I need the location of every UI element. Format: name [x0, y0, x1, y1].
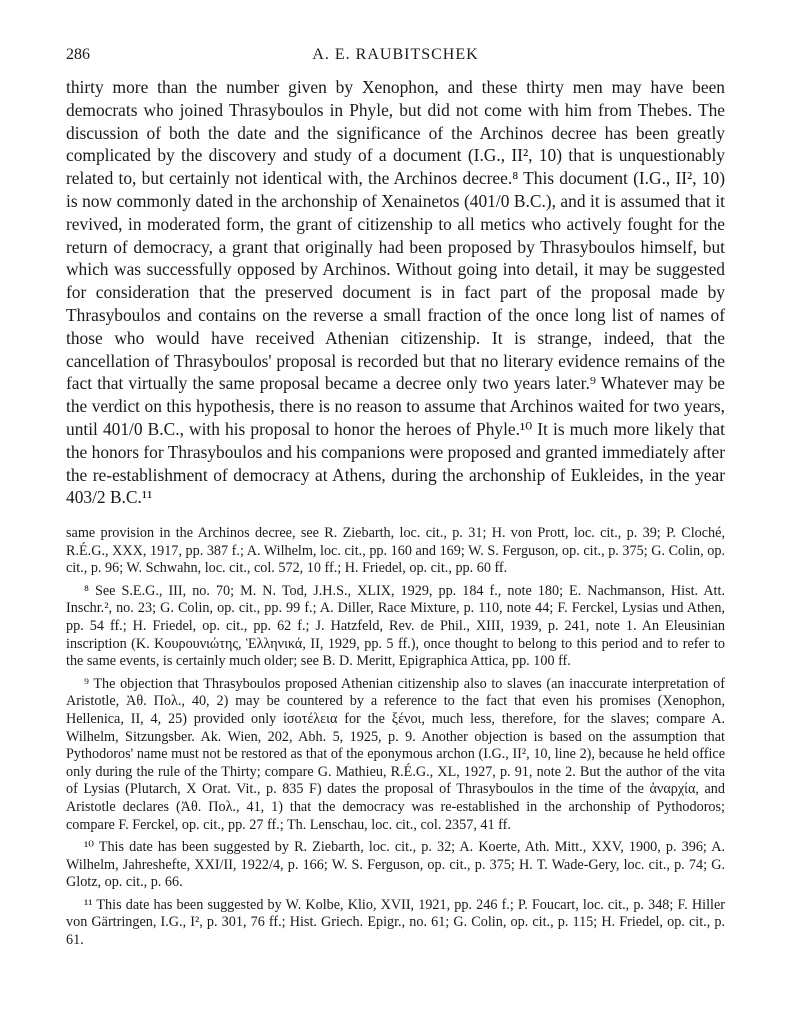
main-text	[66, 76, 725, 509]
page-header	[66, 46, 725, 70]
footnote-continuation: same provision in the Archinos decree, see R. Ziebarth, loc. cit., p. 31; H. von Prott, loc. cit., p. 39; P. Cloché, R.É.G., XXX, 1917, pp. 387 f.; A. Wilhelm, loc. cit., pp. 160 and 169; W. S. Ferguson, op. cit., p. 375; G. Colin, op. cit., p. 96; W. Schwahn, loc. cit., col. 572, 10 ff.; H. Friedel, op. cit., pp. 60 ff.	[66, 525, 725, 577]
running-head: A. E. RAUBITSCHEK	[312, 46, 479, 63]
footnote-9: ⁹ The objection that Thrasyboulos proposed Athenian citizenship also to slaves (an inaccurate interpretation of Aristotle, Ἀθ. Πολ., 40, 2) may be countered by a reference to the fact that even his promises (Xenophon, Hellenica, II, 4, 25) provided only ἰσοτέλεια for the ξένοι, much less, therefore, for the slaves; compare A. Wilhelm, Sitzungsber. Ak. Wien, 202, Abh. 5, 1925, p. 9. Another objection is based on the assumption that Pythodoros' name must not be restored as that of the eponymous archon (I.G., II², 10, line 2), because he held office only during the rule of the Thirty; compare G. Mathieu, R.É.G., XL, 1927, p. 91, note 2. But the author of the vita of Lysias (Plutarch, X Orat. Vit., p. 835 F) dates the proposal of Thrasyboulos in the time of the ἀναρχία, and Aristotle declares (Ἀθ. Πολ., 41, 1) that the democracy was re-established in the archonship of Pythodoros; compare F. Ferckel, op. cit., pp. 27 ff.; Th. Lenschau, loc. cit., col. 2357, 41 ff.	[66, 675, 725, 833]
footnote-11: ¹¹ This date has been suggested by W. Kolbe, Klio, XVII, 1921, pp. 246 f.; P. Foucart, loc. cit., p. 348; F. Hiller von Gärtringen, I.G., I², p. 301, 76 ff.; Hist. Griech. Epigr., no. 61; G. Colin, op. cit., p. 115; H. Friedel, op. cit., p. 61.	[66, 896, 725, 949]
body-paragraph: thirty more than the number given by Xenophon, and these thirty men may have been democrats who joined Thrasyboulos in Phyle, but did not come with him from Thebes. The discussion of both the date and the significance of the Archinos decree has been greatly complicated by the discovery and study of a document (I.G., II², 10) that is unquestionably related to, but certainly not identical with, the Archinos decree.⁸ This document (I.G., II², 10) is now commonly dated in the archonship of Xenainetos (401/0 B.C.), and it is assumed that it revived, in moderated form, the grant of citizenship to all metics who actively fought for the return of democracy, a grant that originally had been proposed by Thrasyboulos himself, but which was successfully opposed by Archinos. Without going into detail, it may be suggested for consideration that the preserved document is in fact part of the proposal made by Thrasyboulos and contains on the reverse a small fraction of the once long list of names of those who would have received Athenian citizenship. It is strange, indeed, that the cancellation of Thrasyboulos' proposal is recorded but that no literary evidence remains of the fact that virtually the same proposal became a decree only two years later.⁹ Whatever may be the verdict on this hypothesis, there is no reason to assume that Archinos waited for two years, until 401/0 B.C., with his proposal to honor the heroes of Phyle.¹⁰ It is much more likely that the honors for Thrasyboulos and his companions were proposed and granted immediately after the re-establishment of democracy at Athens, during the archonship of Eukleides, in the year 403/2 B.C.¹¹	[66, 77, 725, 508]
footnote-10: ¹⁰ This date has been suggested by R. Ziebarth, loc. cit., p. 32; A. Koerte, Ath. Mitt., XXV, 1900, p. 396; A. Wilhelm, Jahreshefte, XXI/II, 1922/4, p. 166; W. S. Ferguson, op. cit., p. 375; H. T. Wade-Gery, loc. cit., p. 74; G. Glotz, op. cit., p. 66.	[66, 839, 725, 891]
footnote-8: ⁸ See S.E.G., III, no. 70; M. N. Tod, J.H.S., XLIX, 1929, pp. 184 f., note 180; E. Nachmanson, Hist. Att. Inschr.², no. 23; G. Colin, op. cit., pp. 99 f.; A. Diller, Race Mixture, p. 110, note 44; F. Ferckel, Lysias und Athen, pp. 54 ff.; H. Friedel, op. cit., pp. 62 f.; J. Hatzfeld, Rev. de Phil., XIII, 1939, p. 241, note 1. An Eleusinian inscription (Κ. Κουρουνιώτης, Ἑλληνικά, II, 1929, pp. 5 ff.), once thought to belong to this period and to refer to the same events, is certainly much older; see B. D. Meritt, Epigraphica Attica, pp. 100 ff.	[66, 582, 725, 670]
page-number: 286	[66, 46, 90, 63]
footnotes	[66, 525, 725, 955]
